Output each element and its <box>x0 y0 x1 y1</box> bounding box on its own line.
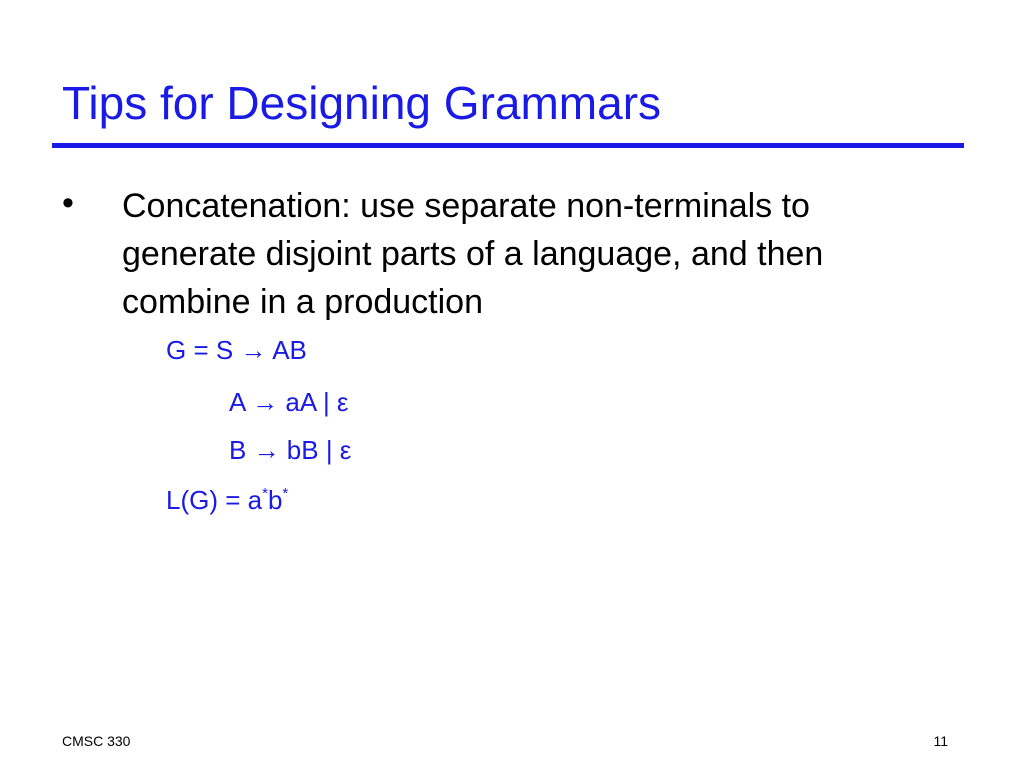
grammar-start-rule: G = S → AB <box>166 335 307 365</box>
bullet-line: combine in a production <box>122 283 484 321</box>
footer-course: CMSC 330 <box>62 733 131 749</box>
language-definition <box>166 486 288 513</box>
kleene-star: * <box>262 485 268 502</box>
bullet-line: Concatenation: use separate non-terminals to <box>122 187 810 225</box>
footer-page-number: 11 <box>933 733 948 749</box>
bullet-line: generate disjoint parts of a language, and then <box>122 235 824 273</box>
bullet-text <box>122 182 982 326</box>
kleene-star: * <box>282 485 289 502</box>
bullet-marker: • <box>62 184 74 222</box>
grammar-rule-b: B → bB | ε <box>229 435 352 465</box>
language-middle: b <box>267 485 283 515</box>
title-underline <box>52 143 964 148</box>
language-prefix: L(G) = a <box>166 485 263 515</box>
grammar-rule-a: A → aA | ε <box>229 387 349 417</box>
slide-title: Tips for Designing Grammars <box>62 77 662 129</box>
